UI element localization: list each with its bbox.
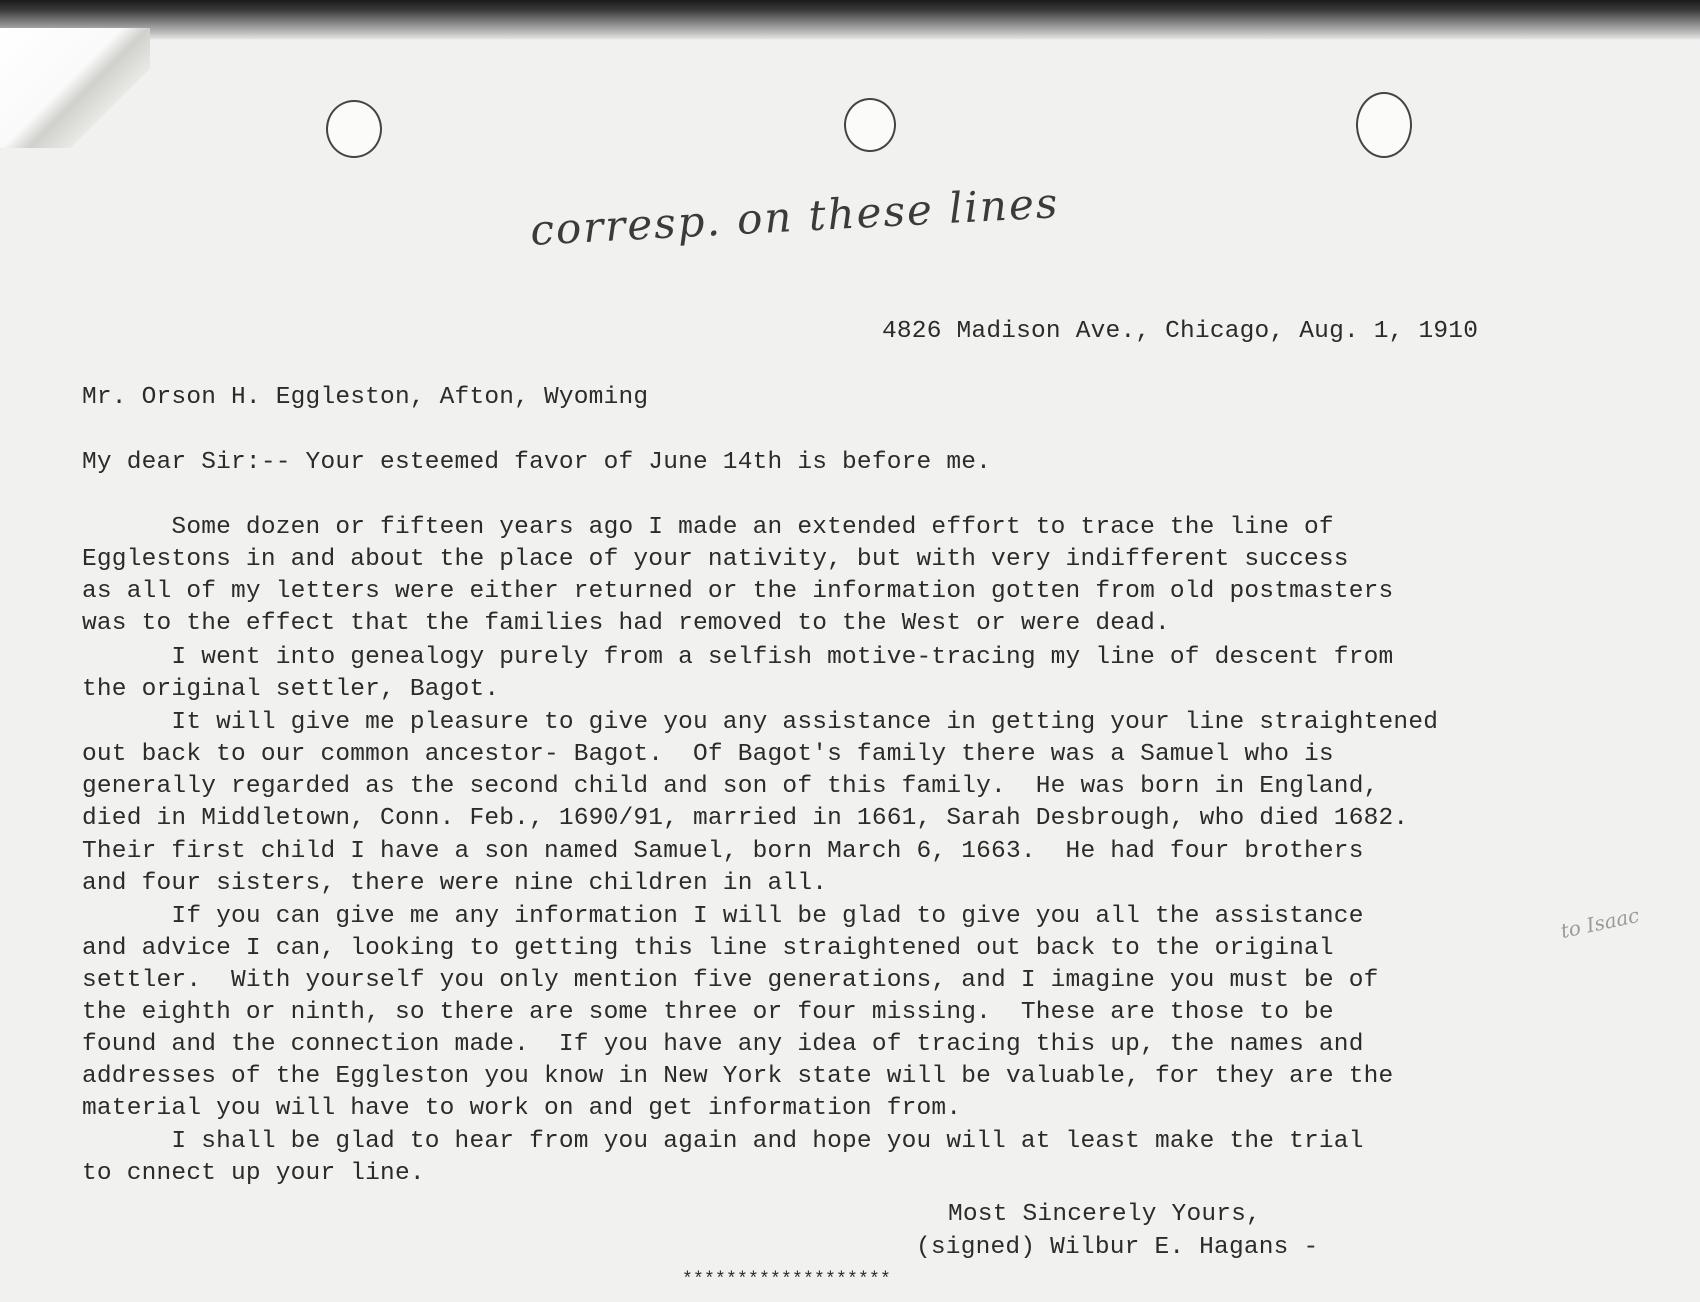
punch-hole-left [326,100,382,158]
margin-note: to Isaac [1558,902,1642,944]
body-line: found and the connection made. If you have any idea of tracing this up, the names and [82,1031,1364,1058]
body-line: Their first child I have a son named Samuel, born March 6, 1663. He had four brothers [82,838,1364,865]
body-line: the eighth or ninth, so there are some three or four missing. These are those to be [82,999,1334,1026]
signature-line: (signed) Wilbur E. Hagans - [916,1234,1319,1261]
body-line: the original settler, Bagot. [82,676,500,703]
scan-edge [0,0,1700,40]
body-line: was to the effect that the families had removed to the West or were dead. [82,610,1170,637]
body-line: and four sisters, there were nine children in all. [82,870,828,897]
handwritten-note: corresp. on these lines [529,178,1061,255]
body-line: Some dozen or fifteen years ago I made an extended effort to trace the line of [82,514,1334,541]
body-line: died in Middletown, Conn. Feb., 1690/91, married in 1661, Sarah Desbrough, who died 1682. [82,805,1409,832]
body-line: as all of my letters were either returned or the information gotten from old postmasters [82,578,1394,605]
address-date-line: 4826 Madison Ave., Chicago, Aug. 1, 1910 [882,318,1479,345]
body-line: settler. With yourself you only mention five generations, and I imagine you must be of [82,967,1379,994]
punch-hole-center [844,98,896,152]
body-line: I went into genealogy purely from a selfish motive-tracing my line of descent from [82,644,1394,671]
body-line: Egglestons in and about the place of your nativity, but with very indifferent success [82,546,1349,573]
separator-stars: ******************* [682,1270,892,1290]
body-line: If you can give me any information I will be glad to give you all the assistance [82,903,1364,930]
folded-corner [0,28,150,148]
body-line: to cnnect up your line. [82,1160,425,1187]
body-line: I shall be glad to hear from you again and hope you will at least make the trial [82,1128,1364,1155]
body-line: and advice I can, looking to getting this line straightened out back to the original [82,935,1334,962]
body-line: generally regarded as the second child and son of this family. He was born in England, [82,773,1379,800]
recipient-line: Mr. Orson H. Eggleston, Afton, Wyoming [82,384,649,411]
body-line: material you will have to work on and get information from. [82,1095,962,1122]
closing-line: Most Sincerely Yours, [948,1201,1261,1228]
punch-hole-right [1356,92,1412,158]
body-line: It will give me pleasure to give you any assistance in getting your line straightened [82,709,1439,736]
body-line: out back to our common ancestor- Bagot. Of Bagot's family there was a Samuel who is [82,741,1334,768]
salutation-line: My dear Sir:-- Your esteemed favor of June 14th is before me. [82,449,992,476]
body-line: addresses of the Eggleston you know in New York state will be valuable, for they are the [82,1063,1394,1090]
